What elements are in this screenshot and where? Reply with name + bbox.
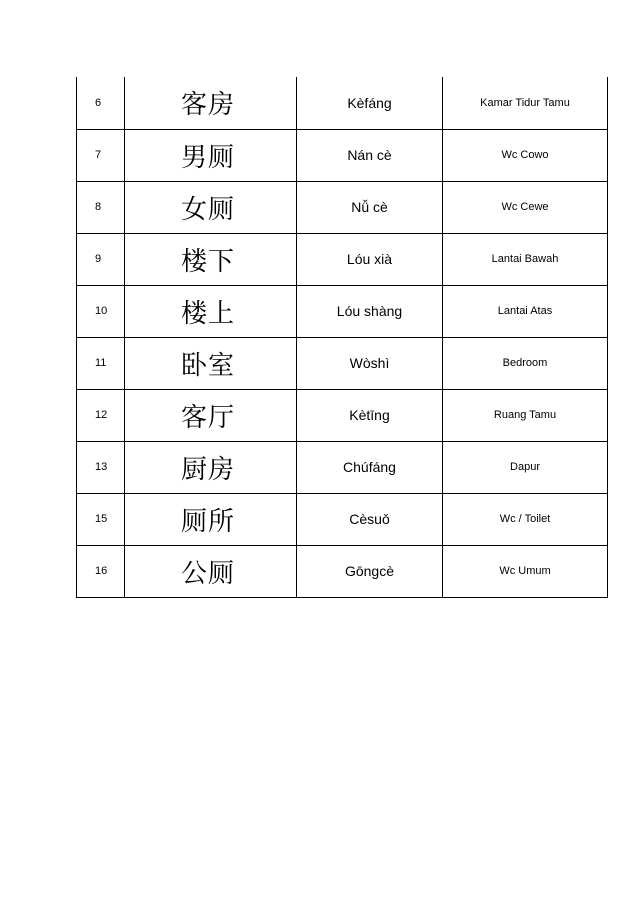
chinese-word: 客房 <box>125 77 297 129</box>
row-number: 16 <box>77 545 125 597</box>
pinyin: Gōngcè <box>297 545 443 597</box>
pinyin: Kètīng <box>297 389 443 441</box>
chinese-word: 公厕 <box>125 545 297 597</box>
table-row <box>77 337 608 389</box>
pinyin: Nán cè <box>297 129 443 181</box>
row-number: 7 <box>77 129 125 181</box>
chinese-word: 男厕 <box>125 129 297 181</box>
chinese-word: 卧室 <box>125 337 297 389</box>
chinese-word: 楼上 <box>125 285 297 337</box>
indonesian-meaning: Dapur <box>443 441 608 493</box>
indonesian-meaning: Lantai Atas <box>443 285 608 337</box>
row-number: 11 <box>77 337 125 389</box>
indonesian-meaning: Kamar Tidur Tamu <box>443 77 608 129</box>
row-number: 6 <box>77 77 125 129</box>
pinyin: Lóu xià <box>297 233 443 285</box>
table-row <box>77 285 608 337</box>
row-number: 12 <box>77 389 125 441</box>
chinese-word: 女厕 <box>125 181 297 233</box>
indonesian-meaning: Wc Cowo <box>443 129 608 181</box>
table-row <box>77 181 608 233</box>
indonesian-meaning: Bedroom <box>443 337 608 389</box>
table-row <box>77 389 608 441</box>
chinese-word: 厕所 <box>125 493 297 545</box>
pinyin: Lóu shàng <box>297 285 443 337</box>
pinyin: Kèfáng <box>297 77 443 129</box>
pinyin: Chúfáng <box>297 441 443 493</box>
indonesian-meaning: Lantai Bawah <box>443 233 608 285</box>
table-row <box>77 129 608 181</box>
table-row <box>77 233 608 285</box>
table-row <box>77 545 608 597</box>
pinyin: Nǚ cè <box>297 181 443 233</box>
row-number: 15 <box>77 493 125 545</box>
row-number: 8 <box>77 181 125 233</box>
indonesian-meaning: Ruang Tamu <box>443 389 608 441</box>
chinese-word: 厨房 <box>125 441 297 493</box>
row-number: 10 <box>77 285 125 337</box>
pinyin: Cèsuǒ <box>297 493 443 545</box>
table-row <box>77 441 608 493</box>
vocabulary-table-body <box>77 77 608 597</box>
pinyin: Wòshì <box>297 337 443 389</box>
chinese-word: 客厅 <box>125 389 297 441</box>
indonesian-meaning: Wc / Toilet <box>443 493 608 545</box>
table-row <box>77 493 608 545</box>
row-number: 13 <box>77 441 125 493</box>
table-row <box>77 77 608 129</box>
indonesian-meaning: Wc Cewe <box>443 181 608 233</box>
vocabulary-table <box>76 77 608 598</box>
chinese-word: 楼下 <box>125 233 297 285</box>
indonesian-meaning: Wc Umum <box>443 545 608 597</box>
row-number: 9 <box>77 233 125 285</box>
